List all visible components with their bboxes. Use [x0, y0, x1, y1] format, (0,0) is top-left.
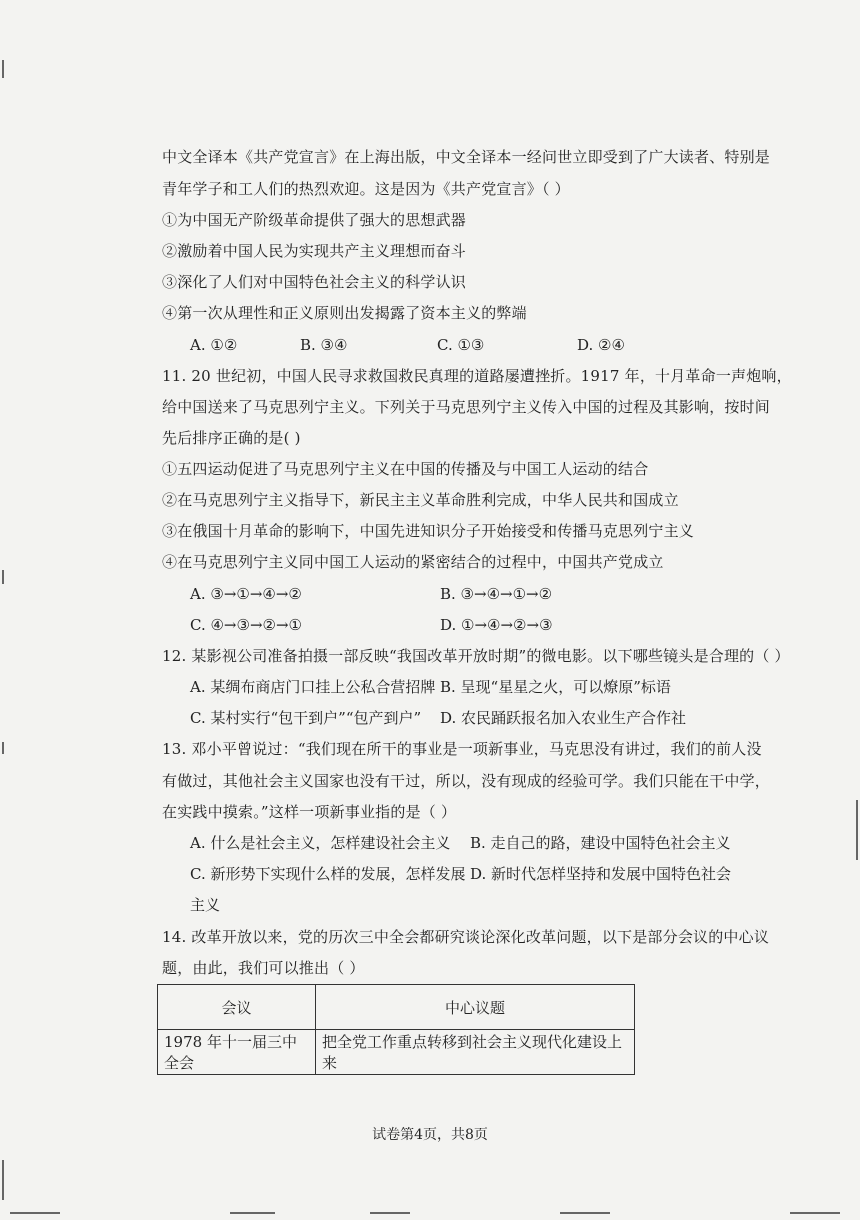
- q11-statement-3: ③在俄国十月革命的影响下，中国先进知识分子开始接受和传播马克思列宁主义: [162, 522, 695, 540]
- table-header-meeting: 会议: [158, 985, 316, 1030]
- q10-stem-line1: 中文全译本《共产党宣言》在上海出版，中文全译本一经问世立即受到了广大读者、特别是: [162, 148, 771, 166]
- scan-mark: [2, 1160, 4, 1200]
- q14-table: [157, 984, 635, 1075]
- q14-stem-line1: 14. 改革开放以来，党的历次三中全会都研究谈论深化改革问题，以下是部分会议的中心议: [162, 928, 770, 946]
- scan-mark: [560, 1212, 610, 1214]
- q13-option-d: D. 新时代怎样坚持和发展中国特色社会: [470, 865, 732, 883]
- q11-option-a: A. ③→①→④→②: [190, 585, 302, 603]
- q10-option-c: C. ①③: [437, 336, 485, 354]
- q11-stem-line2: 给中国送来了马克思列宁主义。下列关于马克思列宁主义传入中国的过程及其影响，按时间: [162, 398, 771, 416]
- q10-option-a: A. ①②: [190, 336, 238, 354]
- q13-stem-line2: 有做过，其他社会主义国家也没有干过，所以，没有现成的经验可学。我们只能在干中学，: [162, 772, 771, 790]
- q11-stem-line3: 先后排序正确的是( ): [162, 429, 301, 447]
- table-row: [158, 1030, 635, 1075]
- q11-statement-1: ①五四运动促进了马克思列宁主义在中国的传播及与中国工人运动的结合: [162, 460, 649, 478]
- q11-option-c: C. ④→③→②→①: [190, 616, 302, 634]
- scan-mark: [2, 60, 4, 78]
- q13-stem-line1: 13. 邓小平曾说过：“我们现在所干的事业是一项新事业，马克思没有讲过，我们的前人没: [162, 740, 762, 758]
- scan-mark: [10, 1212, 60, 1214]
- q12-option-c: C. 某村实行“包干到户”“包产到户”: [190, 709, 422, 727]
- q13-option-b: B. 走自己的路，建设中国特色社会主义: [470, 834, 731, 852]
- q11-statement-4: ④在马克思列宁主义同中国工人运动的紧密结合的过程中，中国共产党成立: [162, 553, 664, 571]
- scan-mark: [370, 1212, 410, 1214]
- q10-statement-3: ③深化了人们对中国特色社会主义的科学认识: [162, 273, 467, 291]
- q11-stem-line1: 11. 20 世纪初，中国人民寻求救国救民真理的道路屡遭挫折。1917 年，十月革命一声炮响，: [162, 367, 792, 385]
- q12-option-a: A. 某绸布商店门口挂上公私合营招牌: [190, 678, 436, 696]
- scan-mark: [2, 570, 4, 584]
- page-footer: 试卷第4页，共8页: [372, 1127, 488, 1143]
- q10-statement-4: ④第一次从理性和正义原则出发揭露了资本主义的弊端: [162, 304, 527, 322]
- table-cell-meeting: 1978 年十一届三中全会: [158, 1030, 316, 1075]
- q14-stem-line2: 题，由此，我们可以推出（ ）: [162, 959, 365, 977]
- q10-statement-1: ①为中国无产阶级革命提供了强大的思想武器: [162, 211, 467, 229]
- scan-mark: [856, 800, 858, 860]
- q10-option-d: D. ②④: [577, 336, 625, 354]
- q12-option-b: B. 呈现“星星之火，可以燎原”标语: [440, 678, 671, 696]
- q13-option-c: C. 新形势下实现什么样的发展，怎样发展: [190, 865, 466, 883]
- table-header-row: [158, 985, 635, 1030]
- q10-option-b: B. ③④: [300, 336, 348, 354]
- q13-option-d-continued: 主义: [190, 896, 221, 914]
- q10-statement-2: ②激励着中国人民为实现共产主义理想而奋斗: [162, 242, 467, 260]
- scan-mark: [230, 1212, 275, 1214]
- q13-stem-line3: 在实践中摸索。”这样一项新事业指的是（ ）: [162, 803, 457, 821]
- q11-statement-2: ②在马克思列宁主义指导下，新民主主义革命胜利完成，中华人民共和国成立: [162, 491, 679, 509]
- q12-stem: 12. 某影视公司准备拍摄一部反映“我国改革开放时期”的微电影。以下哪些镜头是合理的（ ）: [162, 647, 790, 665]
- scan-mark: [2, 742, 4, 754]
- q11-option-d: D. ①→④→②→③: [440, 616, 553, 634]
- q10-stem-line2: 青年学子和工人们的热烈欢迎。这是因为《共产党宣言》（ ）: [162, 180, 570, 198]
- scan-mark: [790, 1212, 840, 1214]
- table-header-topic: 中心议题: [316, 985, 635, 1030]
- q11-option-b: B. ③→④→①→②: [440, 585, 553, 603]
- table-cell-topic: 把全党工作重点转移到社会主义现代化建设上来: [316, 1030, 635, 1075]
- q13-option-a: A. 什么是社会主义，怎样建设社会主义: [190, 834, 451, 852]
- q12-option-d: D. 农民踊跃报名加入农业生产合作社: [440, 709, 687, 727]
